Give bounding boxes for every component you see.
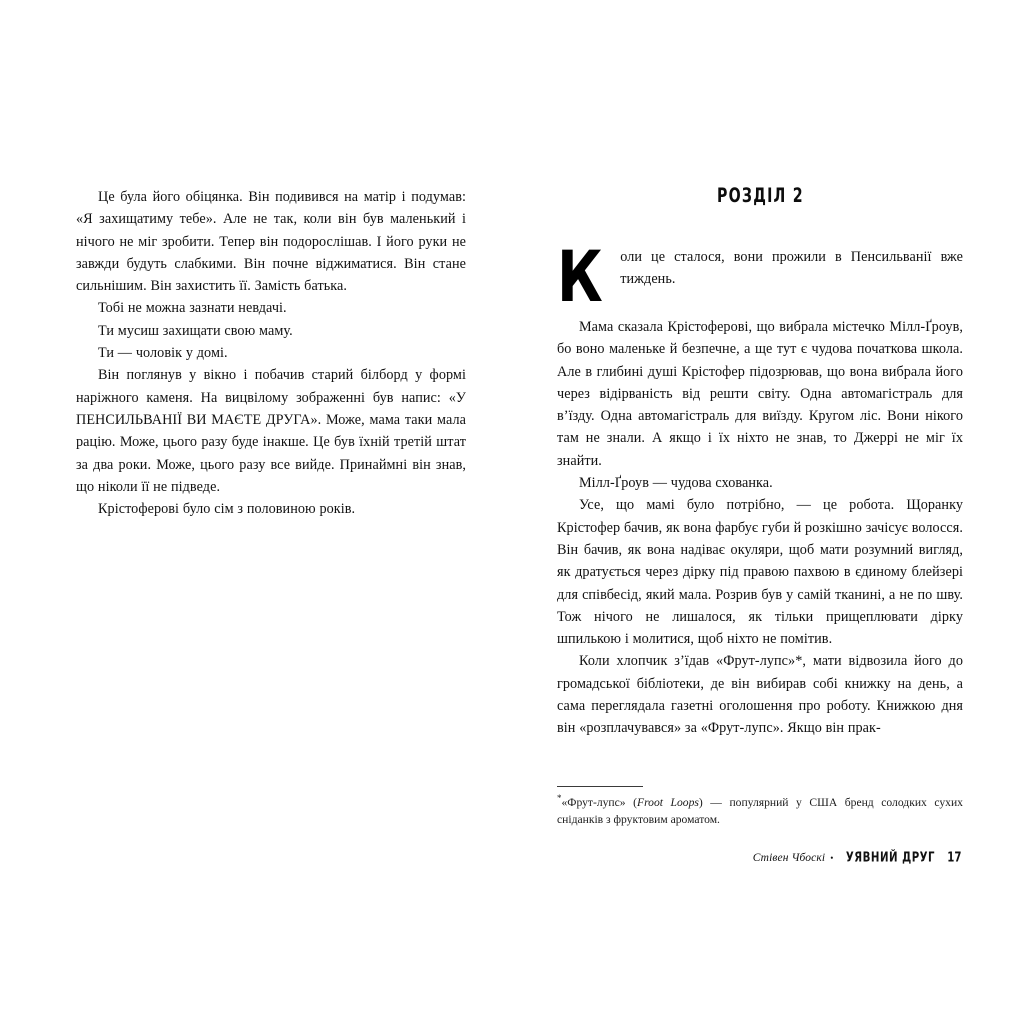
footnote-block — [557, 786, 963, 828]
chapter-heading-label: РОЗДІЛ 2 — [716, 184, 804, 207]
verso-paragraph-5: Він поглянув у вікно і побачив старий білборд у формі наріжного каменя. На вицвілому зображенні був напис: «У ПЕНСИЛЬВАНІЇ ВИ МАЄТЕ ДРУГА». Може, мама таки мала рацію. Може, цього разу буде інакше. Це був їхній третій штат за два роки. Може, цього разу все вийде. Принаймні він знав, що ніколи її не підведе. — [76, 367, 466, 495]
verso-paragraph-4: Ти — чоловік у домі. — [98, 345, 228, 362]
recto-page-text-column — [557, 186, 963, 886]
footnote-lead: «Фрут-лупс» ( — [561, 796, 637, 809]
drop-cap-letter: К — [557, 236, 603, 318]
footer-bullet-separator-icon: • — [830, 853, 834, 864]
footer-author-name: Стівен Чбоскі — [752, 852, 826, 864]
footnote-italic-brand: Froot Loops — [636, 796, 699, 809]
footer-page-number: 17 — [947, 849, 962, 865]
verso-paragraph-3: Ти мусиш захищати свою маму. — [98, 322, 293, 339]
verso-paragraph-6: Крістоферові було сім з половиною років. — [98, 501, 356, 518]
footnote-text — [557, 794, 963, 828]
recto-paragraph-3: Мілл-Ґроув — чудова схованка. — [579, 475, 773, 492]
verso-page-text-column — [76, 186, 466, 520]
recto-paragraph-2: Мама сказала Крістоферові, що вибрала містечко Мілл-Ґроув, бо воно маленьке й безпечне, а ще тут є чудова початкова школа. Але в глибині душі Крістофер підозрював, що вона вибрала його через відірваність від решти світу. Одна автомагістраль для в’їзду. Одна автомагістраль для виїзду. Кругом ліс. Вони нікого там не знали. А якщо і їх ніхто не знав, то Джеррі не міг їх знайти. — [557, 319, 963, 469]
footer-book-title: УЯВНИЙ ДРУГ — [846, 849, 936, 865]
verso-paragraph-1: Це була його обіцянка. Він подивився на матір і подумав: «Я захищатиму тебе». Але не так, коли він був маленький і нічого не міг зробити. Тепер він подорослішав. І його руки не завжди будуть слабкими. Він почне віджиматися. Він стане сильнішим. Він захистить її. Замість батька. — [76, 189, 466, 295]
chapter-heading — [557, 186, 963, 206]
footnote-tail: ) — популярний у США бренд солодких сухих сніданків з фруктовим ароматом. — [557, 796, 963, 827]
running-footer — [557, 850, 963, 864]
opening-paragraph-with-dropcap — [557, 236, 963, 318]
recto-paragraph-5: Коли хлопчик з’їдав «Фрут-лупс»*, мати відвозила його до громадської бібліотеки, де він вибирав собі книжку на день, а сама переглядала газетні оголошення про роботу. Книжкою дня він «розплачувався» за «Фрут-лупс». Якщо він прак- — [557, 653, 963, 737]
footnote-separator-rule — [557, 786, 643, 787]
verso-paragraph-2: Тобі не можна зазнати невдачі. — [98, 300, 287, 317]
recto-paragraph-1: оли це сталося, вони прожили в Пенсильванії вже тиждень. — [620, 249, 963, 288]
footnote-marker: * — [557, 793, 562, 804]
recto-paragraph-4: Усе, що мамі було потрібно, — це робота. Щоранку Крістофер бачив, як вона фарбує губи й розкішно зачісує волосся. Він бачив, як вона надіває окуляри, щоб мати розумний вигляд, як дратується через дірку під правою пахвою в єдиному блейзері для співбесід, який мала. Розрив був у самій тканині, а не по шву. Тож нічого не лишалося, як тільки прищеплювати дірку шпилькою і молитися, щоб ніхто не помітив. — [557, 497, 963, 648]
